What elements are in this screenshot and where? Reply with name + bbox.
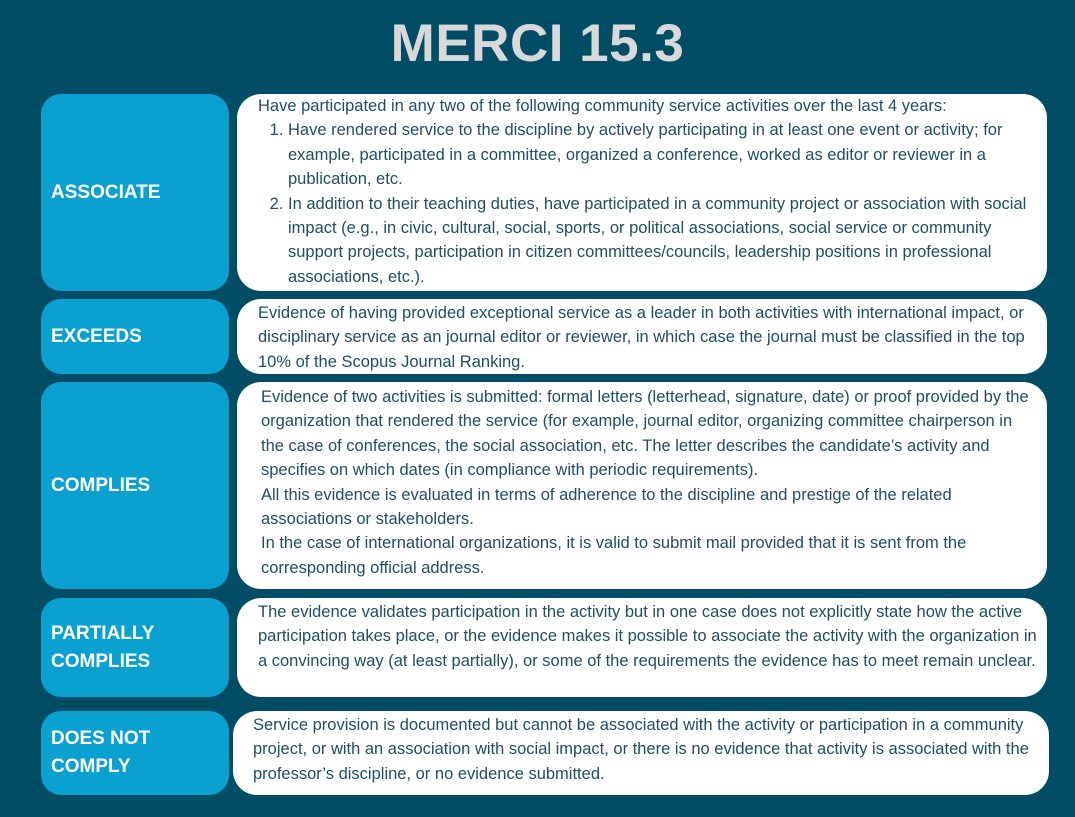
criteria-text: Evidence of having provided exceptional service as a leader in both activities with international impact, or disciplinary service as an journal editor or reviewer, in which case the journal must be classified in the top 10% of the Scopus Journal Ranking. xyxy=(258,304,1025,371)
criteria-box-associate xyxy=(237,94,1047,291)
criteria-paragraph: All this evidence is evaluated in terms of adherence to the discipline and prestige of the related associations or stakeholders. xyxy=(261,485,952,529)
criteria-box-does-not-comply xyxy=(233,711,1049,795)
criteria-list-item: 1. Have rendered service to the discipline by actively participating in at least one event or activity; for example, participated in a committee, organized a conference, worked as editor or reviewer in a publication, etc. xyxy=(288,118,1037,191)
level-label-complies: COMPLIES xyxy=(41,382,229,589)
criteria-intro: Have participated in any two of the following community service activities over the last 4 years: xyxy=(258,97,947,115)
criteria-paragraph: Evidence of two activities is submitted: formal letters (letterhead, signature, date) or proof provided by the organization that rendered the service (for example, journal editor, organizing committee chairperson in the case of conferences, the social association, etc. The letter describes the candidate’s activity and specifies on which dates (in compliance with periodic requirements). xyxy=(261,388,1029,480)
level-label-does-not-comply: DOES NOT COMPLY xyxy=(41,711,229,795)
criteria-paragraph: In the case of international organizations, it is valid to submit mail provided that it is sent from the corresponding official address. xyxy=(261,534,967,577)
criteria-list-item: 2. In addition to their teaching duties, have participated in a community project or association with social impact (e.g., in civic, cultural, social, sports, or political associations, social service or community support projects, participation in citizen committees/councils, leadership positions in professional associations, etc.). xyxy=(288,192,1037,290)
criteria-box-partially-complies xyxy=(237,598,1047,697)
criteria-text: The evidence validates participation in the activity but in one case does not explicitly state how the active participation takes place, or the evidence makes it possible to associate the activity with the organization in a convincing way (at least partially), or some of the requirements the evidence has to meet remain unclear. xyxy=(258,603,1037,670)
criteria-box-complies xyxy=(237,382,1047,589)
level-label-exceeds: EXCEEDS xyxy=(41,299,229,374)
page-title: MERCI 15.3 xyxy=(390,14,685,73)
level-label-associate: ASSOCIATE xyxy=(41,94,229,291)
criteria-box-exceeds xyxy=(237,299,1047,374)
criteria-text: Service provision is documented but cannot be associated with the activity or participation in a community project, or with an association with social impact, or there is no evidence that activity is associated with the professor’s discipline, or no evidence submitted. xyxy=(253,716,1029,783)
level-label-partially-complies: PARTIALLY COMPLIES xyxy=(41,598,229,697)
criteria-list xyxy=(258,118,1037,289)
